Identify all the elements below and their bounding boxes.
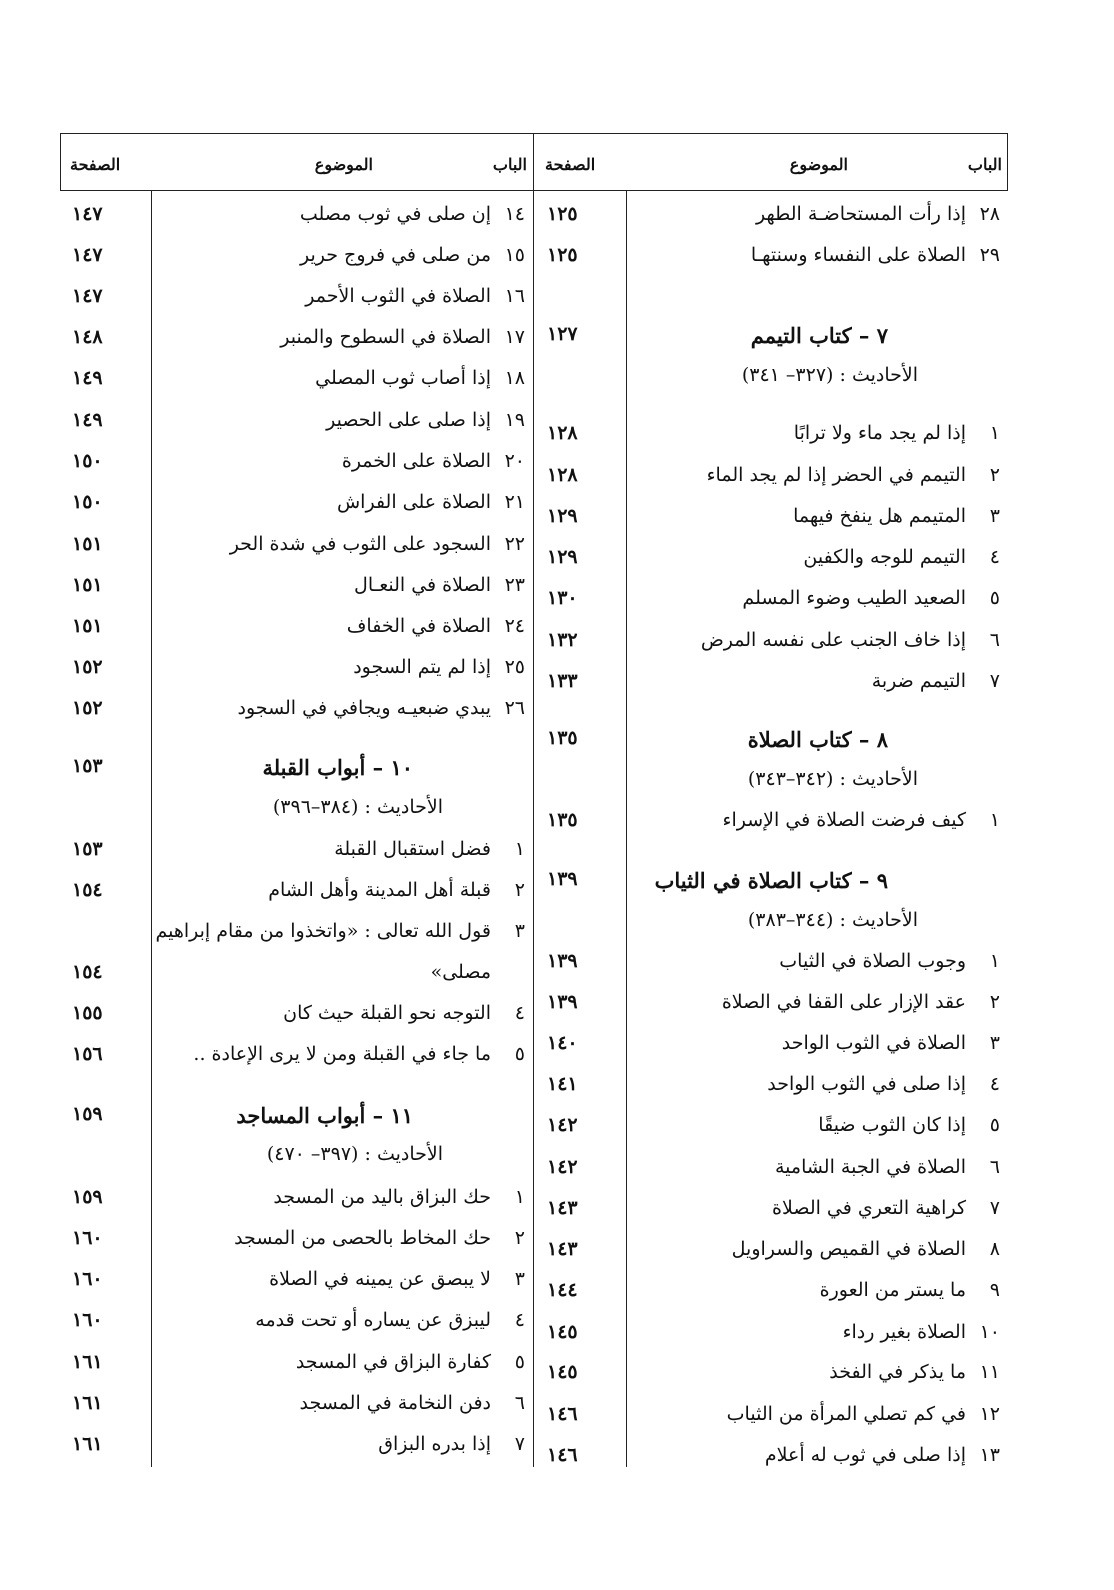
- entry-number: ٢٣: [504, 574, 525, 596]
- entry-page: ١٢٩: [547, 505, 578, 527]
- entry-page: ١٥٩: [72, 1186, 103, 1208]
- toc-entry: [60, 879, 533, 913]
- entry-title: حك البزاق باليد من المسجد: [273, 1186, 491, 1208]
- entry-title: في كم تصلي المرأة من الثياب: [726, 1403, 966, 1425]
- entry-number: ٢٢: [504, 533, 525, 555]
- entry-title: إذا خاف الجنب على نفسه المرض: [700, 629, 966, 651]
- entry-title: الصلاة بغير رداء: [842, 1321, 966, 1343]
- entry-number: ٩: [989, 1279, 1000, 1301]
- entry-page: ١٣٥: [547, 727, 578, 749]
- section-heading: [535, 868, 1008, 902]
- entry-title: ١١ – أبواب المساجد: [236, 1103, 413, 1128]
- entry-number: ٦: [514, 1392, 525, 1414]
- entry-number: ٢٥: [504, 656, 525, 678]
- hadith-range: [60, 796, 533, 830]
- entry-number: ٨: [989, 1238, 1000, 1260]
- entry-number: ١: [989, 809, 1000, 831]
- entry-number: ١٦: [504, 285, 525, 307]
- toc-entry: [535, 1444, 1008, 1478]
- entry-title: إذا صلى في ثوب له أعلام: [764, 1444, 966, 1466]
- entry-title: من صلى في فروج حرير: [300, 244, 491, 266]
- toc-entry: [535, 1321, 1008, 1355]
- hadith-range: [535, 768, 1008, 802]
- toc-entry: [535, 1032, 1008, 1066]
- entry-title: إذا صلى على الحصير: [326, 409, 491, 431]
- entry-page: ١٥٢: [72, 697, 103, 719]
- entry-page: ١٤٢: [547, 1114, 578, 1136]
- toc-entry: [535, 244, 1008, 278]
- entry-number: ١١: [979, 1361, 1000, 1383]
- entry-page: ١٥٩: [72, 1103, 103, 1125]
- entry-number: ٣: [514, 1268, 525, 1290]
- toc-entry: [535, 1114, 1008, 1148]
- entry-title: كراهية التعري في الصلاة: [772, 1197, 966, 1219]
- entry-page: ١٤٤: [547, 1279, 578, 1301]
- hadith-range: [60, 1143, 533, 1177]
- entry-page: ١٣٢: [547, 629, 578, 651]
- entry-title: إذا بدره البزاق: [378, 1433, 491, 1455]
- entry-page: ١٥٣: [72, 838, 103, 860]
- entry-title: الصلاة في السطوح والمنبر: [280, 326, 491, 348]
- entry-page: ١٣٩: [547, 950, 578, 972]
- toc-entry: [60, 409, 533, 443]
- toc-entry: [535, 991, 1008, 1025]
- entry-title: التوجه نحو القبلة حيث كان: [283, 1002, 491, 1024]
- entry-title: الصلاة في الثوب الواحد: [781, 1032, 966, 1054]
- entry-number: ١٠: [979, 1321, 1000, 1343]
- toc-entry: [60, 1351, 533, 1385]
- entry-title: الأحاديث : (٣٩٧– ٤٧٠): [266, 1143, 443, 1165]
- toc-entry: [60, 1002, 533, 1036]
- entry-page: ١٥١: [72, 574, 103, 596]
- entry-page: ١٤٨: [72, 326, 103, 348]
- column-divider: [533, 133, 534, 1467]
- entry-title: ٧ – كتاب التيمم: [750, 323, 888, 348]
- toc-entry: [535, 950, 1008, 984]
- toc-entry: [60, 615, 533, 649]
- entry-page: ١٣٣: [547, 670, 578, 692]
- entry-page: ١٤٧: [72, 244, 103, 266]
- entry-number: ٢: [514, 1227, 525, 1249]
- entry-title: السجود على الثوب في شدة الحر: [229, 533, 491, 555]
- entry-title: ليبزق عن يساره أو تحت قدمه: [255, 1309, 491, 1331]
- entry-number: ٥: [514, 1351, 525, 1373]
- toc-entry: [60, 1227, 533, 1261]
- left-header-row: [60, 133, 533, 190]
- toc-entry: [60, 203, 533, 237]
- entry-page: ١٥٤: [72, 879, 103, 901]
- toc-entry: [535, 203, 1008, 237]
- hadith-range: [535, 909, 1008, 943]
- entry-page: ١٥٦: [72, 1043, 103, 1065]
- entry-title: يبدي ضبعيـه ويجافي في السجود: [237, 697, 491, 719]
- entry-page: ١٢٧: [547, 323, 578, 345]
- entry-page: ١٣٠: [547, 587, 578, 609]
- header-bab: الباب: [967, 155, 1002, 174]
- entry-number: ٦: [989, 629, 1000, 651]
- entry-number: ٤: [514, 1309, 525, 1331]
- entry-title: الأحاديث : (٣٢٧– ٣٤١): [741, 364, 918, 386]
- entry-title: وجوب الصلاة في الثياب: [779, 950, 966, 972]
- entry-page: ١٤٠: [547, 1032, 578, 1054]
- entry-title: الصلاة على الفراش: [336, 491, 491, 513]
- entry-title: فضل استقبال القبلة: [334, 838, 491, 860]
- entry-page: ١٥٢: [72, 656, 103, 678]
- toc-entry: [535, 1156, 1008, 1190]
- entry-number: ٤: [514, 1002, 525, 1024]
- entry-number: ١٢: [979, 1403, 1000, 1425]
- toc-entry: [60, 656, 533, 690]
- entry-number: ٢٠: [504, 450, 525, 472]
- toc-entry: [60, 1392, 533, 1426]
- entry-title: الأحاديث : (٣٤٢–٣٤٣): [747, 768, 918, 790]
- toc-entry: [535, 546, 1008, 580]
- toc-entry: [535, 422, 1008, 456]
- toc-entry: [535, 1403, 1008, 1437]
- entry-number: ١٩: [504, 409, 525, 431]
- entry-title: لا يبصق عن يمينه في الصلاة: [269, 1268, 491, 1290]
- entry-title: الصلاة في النعـال: [354, 574, 491, 596]
- entry-number: ٢: [989, 464, 1000, 486]
- entry-title: المتيمم هل ينفخ فيهما: [793, 505, 966, 527]
- toc-entry: [60, 1433, 533, 1467]
- entry-number: ١٨: [504, 367, 525, 389]
- entry-number: ٤: [989, 1073, 1000, 1095]
- entry-number: ٢١: [504, 491, 525, 513]
- entry-page: ١٤٩: [72, 367, 103, 389]
- entry-title: الصلاة على النفساء وسنتهـا: [750, 244, 966, 266]
- entry-title: عقد الإزار على القفا في الصلاة: [721, 991, 966, 1013]
- toc-entry: [60, 961, 533, 995]
- entry-number: ٣: [989, 1032, 1000, 1054]
- entry-number: ١: [989, 950, 1000, 972]
- entry-title: الصعيد الطيب وضوء المسلم: [742, 587, 966, 609]
- toc-entry: [60, 697, 533, 731]
- toc-entry: [60, 244, 533, 278]
- entry-title: مصلى»: [430, 961, 491, 983]
- entry-title: إذا رأت المستحاضـة الطهر: [755, 203, 966, 225]
- entry-page: ١٣٥: [547, 809, 578, 831]
- entry-page: ١٥٣: [72, 755, 103, 777]
- toc-entry: [535, 670, 1008, 704]
- entry-number: ٣: [514, 920, 525, 942]
- entry-page: ١٦١: [72, 1351, 103, 1373]
- entry-page: ١٤١: [547, 1073, 578, 1095]
- header-page: الصفحة: [545, 155, 596, 174]
- right-header-row: [535, 133, 1008, 190]
- header-mawdu: الموضوع: [314, 155, 373, 174]
- entry-number: ٢٩: [979, 244, 1000, 266]
- entry-page: ١٥٥: [72, 1002, 103, 1024]
- entry-title: الصلاة في الثوب الأحمر: [305, 285, 491, 307]
- toc-entry: [535, 1073, 1008, 1107]
- toc-entry: [60, 1043, 533, 1077]
- entry-number: ٢٤: [504, 615, 525, 637]
- entry-page: ١٤٧: [72, 285, 103, 307]
- toc-entry: [60, 1309, 533, 1343]
- entry-page: ١٥٠: [72, 450, 103, 472]
- entry-page: ١٤٦: [547, 1444, 578, 1466]
- toc-entry: [60, 574, 533, 608]
- entry-number: ١: [514, 1186, 525, 1208]
- entry-title: إذا كان الثوب ضيقًا: [818, 1114, 966, 1136]
- toc-entry: [535, 629, 1008, 663]
- toc-entry: [535, 1197, 1008, 1231]
- toc-entry: [535, 464, 1008, 498]
- toc-entry: [60, 920, 533, 954]
- section-heading: [60, 755, 533, 789]
- entry-page: ١٢٩: [547, 546, 578, 568]
- toc-entry: [535, 505, 1008, 539]
- entry-number: ١٥: [504, 244, 525, 266]
- entry-page: ١٥٤: [72, 961, 103, 983]
- entry-title: الأحاديث : (٣٤٤–٣٨٣): [747, 909, 918, 931]
- entry-title: دفن النخامة في المسجد: [299, 1392, 491, 1414]
- entry-title: كفارة البزاق في المسجد: [295, 1351, 491, 1373]
- entry-page: ١٢٥: [547, 203, 578, 225]
- entry-number: ١: [989, 422, 1000, 444]
- toc-entry: [535, 1361, 1008, 1395]
- toc-entry: [60, 367, 533, 401]
- entry-page: ١٤٣: [547, 1238, 578, 1260]
- entry-title: الصلاة في الجبة الشامية: [774, 1156, 966, 1178]
- toc-entry: [60, 326, 533, 360]
- entry-page: ١٥١: [72, 533, 103, 555]
- entry-title: إذا لم يتم السجود: [353, 656, 491, 678]
- entry-title: ٩ – كتاب الصلاة في الثياب: [654, 868, 888, 893]
- toc-entry: [535, 587, 1008, 621]
- entry-title: التيمم في الحضر إذا لم يجد الماء: [706, 464, 966, 486]
- entry-page: ١٣٩: [547, 991, 578, 1013]
- entry-number: ٢: [514, 879, 525, 901]
- entry-number: ٧: [514, 1433, 525, 1455]
- entry-title: الصلاة على الخمرة: [341, 450, 491, 472]
- entry-page: ١٤٣: [547, 1197, 578, 1219]
- entry-title: قول الله تعالى : «واتخذوا من مقام إبراهيم: [155, 920, 491, 942]
- entry-page: ١٤٥: [547, 1321, 578, 1343]
- entry-page: ١٥٠: [72, 491, 103, 513]
- left-column: [60, 133, 533, 1467]
- entry-page: ١٢٨: [547, 464, 578, 486]
- header-page: الصفحة: [70, 155, 121, 174]
- hadith-range: [535, 364, 1008, 398]
- right-column: [535, 133, 1008, 1467]
- entry-page: ١٦١: [72, 1392, 103, 1414]
- entry-title: كيف فرضت الصلاة في الإسراء: [722, 809, 966, 831]
- entry-page: ١٦٠: [72, 1268, 103, 1290]
- toc-entry: [535, 1279, 1008, 1313]
- entry-page: ١٤٩: [72, 409, 103, 431]
- entry-number: ١٣: [979, 1444, 1000, 1466]
- entry-page: ١٤٢: [547, 1156, 578, 1178]
- section-heading: [60, 1103, 533, 1137]
- toc-entry: [60, 285, 533, 319]
- entry-page: ١٣٩: [547, 868, 578, 890]
- entry-number: ٦: [989, 1156, 1000, 1178]
- entry-title: إذا صلى في الثوب الواحد: [767, 1073, 966, 1095]
- entry-title: الصلاة في الخفاف: [346, 615, 491, 637]
- entry-number: ٥: [514, 1043, 525, 1065]
- toc-entry: [60, 491, 533, 525]
- toc-entry: [60, 1268, 533, 1302]
- entry-title: الصلاة في القميص والسراويل: [731, 1238, 966, 1260]
- entry-title: قبلة أهل المدينة وأهل الشام: [268, 879, 491, 901]
- entry-number: ٧: [989, 670, 1000, 692]
- toc-table: [60, 133, 1008, 1467]
- entry-title: ما يستر من العورة: [819, 1279, 966, 1301]
- toc-entry: [535, 1238, 1008, 1272]
- entry-title: الأحاديث : (٣٨٤–٣٩٦): [272, 796, 443, 818]
- toc-entry: [535, 809, 1008, 843]
- entry-page: ١٥١: [72, 615, 103, 637]
- entry-page: ١٢٥: [547, 244, 578, 266]
- entry-page: ١٦٠: [72, 1309, 103, 1331]
- entry-number: ١٧: [504, 326, 525, 348]
- entry-number: ١: [514, 838, 525, 860]
- entry-page: ١٦١: [72, 1433, 103, 1455]
- section-heading: [535, 323, 1008, 357]
- entry-title: إذا أصاب ثوب المصلي: [315, 367, 491, 389]
- entry-title: ما جاء في القبلة ومن لا يرى الإعادة ..: [193, 1043, 491, 1065]
- entry-number: ٢: [989, 991, 1000, 1013]
- entry-title: ما يذكر في الفخذ: [829, 1361, 966, 1383]
- entry-number: ٣: [989, 505, 1000, 527]
- entry-number: ٢٨: [979, 203, 1000, 225]
- entry-title: إذا لم يجد ماء ولا ترابًا: [793, 422, 966, 444]
- entry-page: ١٦٠: [72, 1227, 103, 1249]
- header-mawdu: الموضوع: [789, 155, 848, 174]
- toc-entry: [60, 838, 533, 872]
- header-bab: الباب: [492, 155, 527, 174]
- toc-entry: [60, 450, 533, 484]
- entry-title: ٨ – كتاب الصلاة: [747, 727, 888, 752]
- entry-number: ٤: [989, 546, 1000, 568]
- entry-page: ١٤٧: [72, 203, 103, 225]
- section-heading: [535, 727, 1008, 761]
- entry-title: إن صلى في ثوب مصلب: [299, 203, 491, 225]
- entry-number: ٥: [989, 587, 1000, 609]
- entry-title: التيمم للوجه والكفين: [803, 546, 966, 568]
- entry-number: ١٤: [504, 203, 525, 225]
- toc-entry: [60, 1186, 533, 1220]
- entry-number: ٥: [989, 1114, 1000, 1136]
- entry-page: ١٤٦: [547, 1403, 578, 1425]
- entry-title: حك المخاط بالحصى من المسجد: [234, 1227, 491, 1249]
- entry-number: ٢٦: [504, 697, 525, 719]
- toc-entry: [60, 533, 533, 567]
- entry-number: ٧: [989, 1197, 1000, 1219]
- entry-page: ١٢٨: [547, 422, 578, 444]
- entry-title: التيمم ضربة: [871, 670, 966, 692]
- entry-page: ١٤٥: [547, 1361, 578, 1383]
- entry-title: ١٠ – أبواب القبلة: [262, 755, 413, 780]
